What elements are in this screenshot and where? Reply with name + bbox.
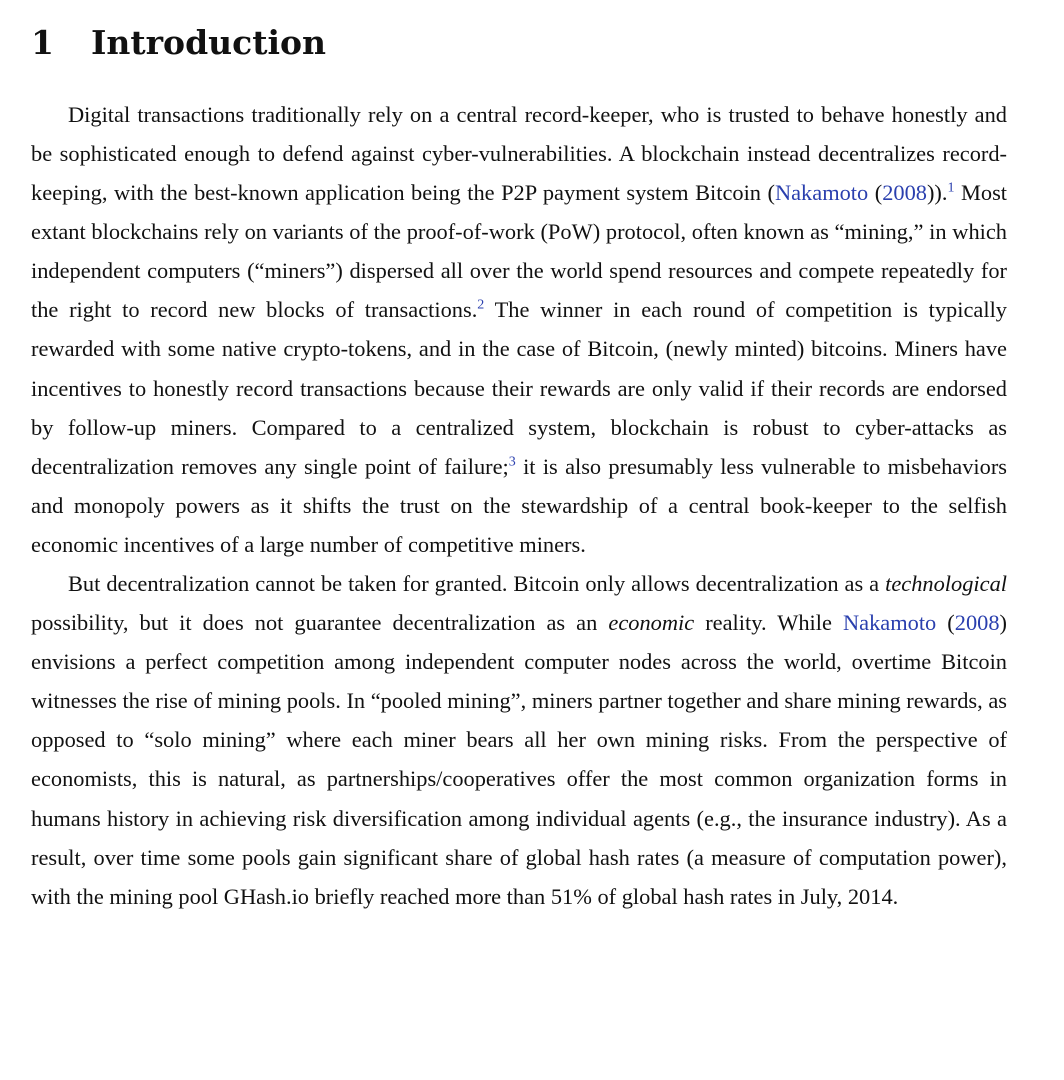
paragraph-2-text-b: possibility, but it does not guarantee decentralization as an xyxy=(31,610,609,636)
footnote-marker-2[interactable]: 2 xyxy=(477,297,485,313)
section-heading xyxy=(31,22,1007,65)
paper-page xyxy=(31,22,1007,916)
paragraph-1-text-d: Most extant blockchains rely on variants of the proof-of-work (PoW) protocol, often known as “mining,” in which independent computers (“miners”) dispersed all over the world spend resources and compete repeatedly for the right to record new blocks of transactions. xyxy=(31,180,1008,323)
citation-nakamoto-author[interactable]: Nakamoto xyxy=(774,180,869,206)
paragraph-2-text-a: But decentralization cannot be taken for granted. Bitcoin only allows decentralization as a xyxy=(68,571,886,597)
paragraph-1-text-a: Digital transactions traditionally rely on a central record-keeper, who is trusted to behave honestly and be sophisticated enough to defend against cyber-vulnerabilities. A blockchain instead decentralizes record-keeping, with the best-known application being the P2P payment system Bitcoin ( xyxy=(31,101,1007,206)
paragraph-1 xyxy=(31,95,1007,564)
citation-nakamoto-year-2[interactable]: 2008 xyxy=(954,610,1000,636)
paragraph-2-text-d: ( xyxy=(936,610,955,636)
paragraph-2-text-c: reality. While xyxy=(694,610,843,636)
footnote-marker-1[interactable]: 1 xyxy=(947,180,955,196)
section-number: 1 xyxy=(31,23,54,62)
emphasis-economic: economic xyxy=(608,610,695,636)
paragraph-2 xyxy=(31,564,1007,916)
citation-nakamoto-year[interactable]: 2008 xyxy=(882,180,927,206)
paragraph-2-text-e: ) envisions a perfect competition among independent computer nodes across the world, overtime Bitcoin witnesses the rise of mining pools. In “pooled mining”, miners partner together and share mining rewards, as opposed to “solo mining” where each miner bears all her own mining risks. From the perspective of economists, this is natural, as partnerships/cooperatives offer the most common organization forms in humans history in achieving risk diversification among individual agents (e.g., the insurance industry). As a result, over time some pools gain significant share of global hash rates (a measure of computation power), with the mining pool GHash.io briefly reached more than 51% of global hash rates in July, 2014. xyxy=(31,610,1008,909)
paragraph-1-text-f: it is also presumably less vulnerable to misbehaviors and monopoly powers as it shifts the trust on the stewardship of a central book-keeper to the selfish economic incentives of a large number of competitive miners. xyxy=(31,453,1007,557)
paragraph-1-text-b: ( xyxy=(868,180,883,206)
paragraph-1-text-c: )). xyxy=(926,180,948,206)
footnote-marker-3[interactable]: 3 xyxy=(508,454,516,470)
citation-nakamoto-author-2[interactable]: Nakamoto xyxy=(842,610,937,636)
paragraph-1-text-e: The winner in each round of competition is typically rewarded with some native crypto-tokens, and in the case of Bitcoin, (newly minted) bitcoins. Miners have incentives to honestly record transactions because their rewards are only valid if their records are endorsed by follow-up miners. Compared to a centralized system, blockchain is robust to cyber-attacks as decentralization removes any single point of failure; xyxy=(31,297,1007,479)
emphasis-technological: technological xyxy=(885,571,1007,597)
section-title: Introduction xyxy=(91,23,327,62)
